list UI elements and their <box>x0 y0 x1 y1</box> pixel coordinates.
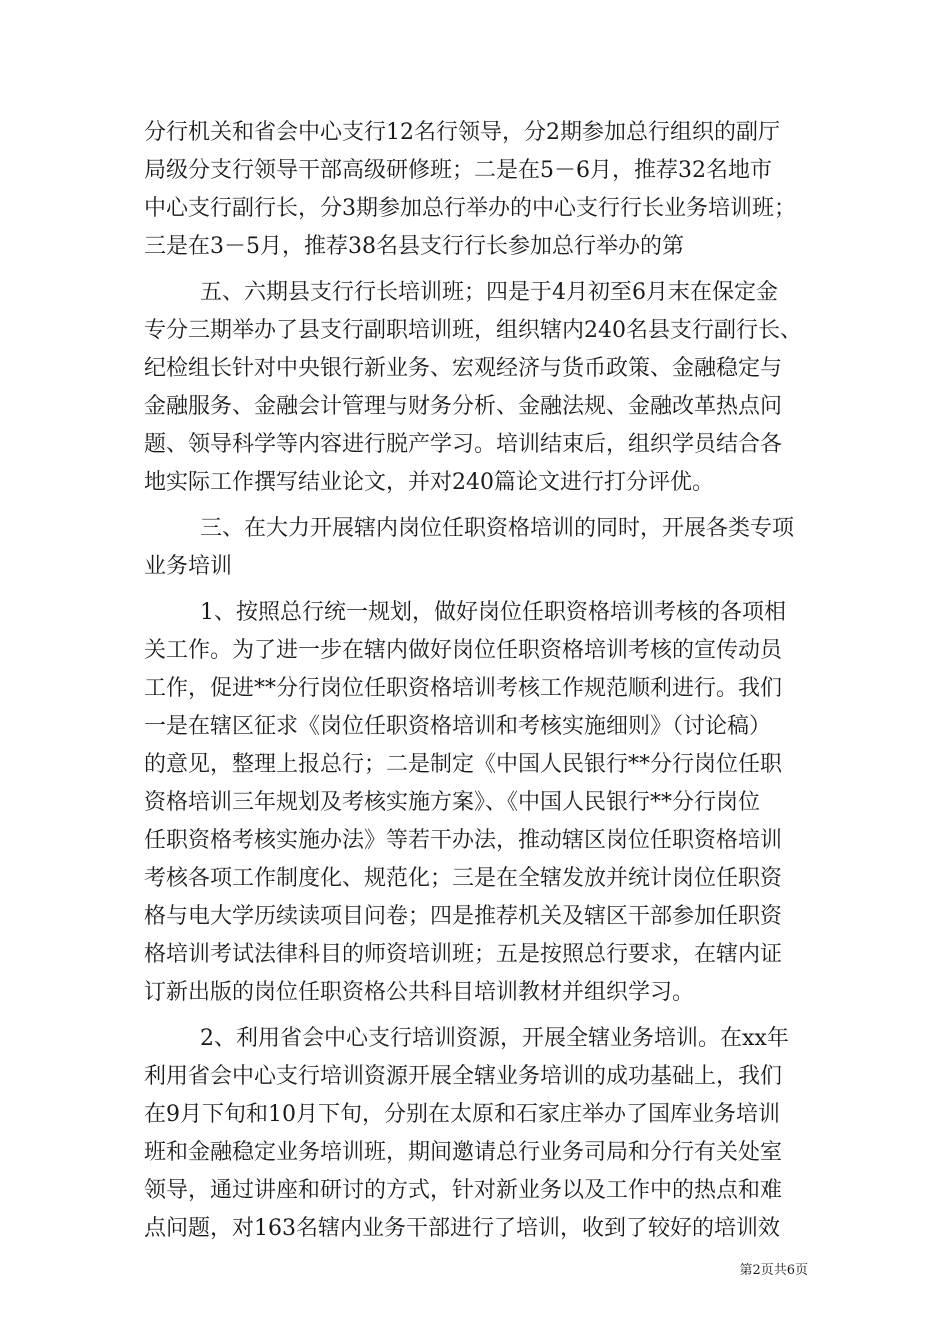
text-line: 班和金融稳定业务培训班，期间邀请总行业务司局和分行有关处室 <box>144 1140 783 1165</box>
text-line: 格与电大学历续读项目问卷；四是推荐机关及辖区干部参加任职资 <box>144 904 783 929</box>
text-line: 格培训考试法律科目的师资培训班；五是按照总行要求，在辖内证 <box>144 942 783 967</box>
text-line: 三是在3－5月，推荐38名县支行行长参加总行举办的第 <box>144 234 684 259</box>
text-line: 分行机关和省会中心支行12名行领导，分2期参加总行组织的副厅 <box>144 120 780 145</box>
text-line: 工作，促进**分行岗位任职资格培训考核工作规范顺利进行。我们 <box>144 676 783 701</box>
paragraph-item-2 <box>144 1020 808 1248</box>
page-number: 第2页共6页 <box>739 1263 808 1278</box>
text-line: 五、六期县支行行长培训班；四是于4月初至6月末在保定金 <box>200 280 778 305</box>
text-line: 关工作。为了进一步在辖内做好岗位任职资格培训考核的宣传动员 <box>144 638 783 663</box>
paragraph-item-1 <box>144 594 808 1012</box>
text-line: 在9月下旬和10月下旬，分别在太原和石家庄举办了国库业务培训 <box>144 1102 780 1127</box>
text-line: 1、按照总行统一规划，做好岗位任职资格培训考核的各项相 <box>200 600 786 625</box>
text-line: 考核各项工作制度化、规范化；三是在全辖发放并统计岗位任职资 <box>144 866 783 891</box>
text-line: 业务培训 <box>144 554 233 579</box>
text-line: 一是在辖区征求《岗位任职资格培训和考核实施细则》（讨论稿） <box>144 714 772 739</box>
paragraph-1 <box>144 114 808 266</box>
text-line: 领导，通过讲座和研讨的方式，针对新业务以及工作中的热点和难 <box>144 1178 783 1203</box>
text-line: 题、领导科学等内容进行脱产学习。培训结束后，组织学员结合各 <box>144 432 783 457</box>
text-line: 点问题，对163名辖内业务干部进行了培训，收到了较好的培训效 <box>144 1216 780 1241</box>
text-line: 资格培训三年规划及考核实施方案》、《中国人民银行**分行岗位 <box>144 790 761 815</box>
text-line: 的意见，整理上报总行；二是制定《中国人民银行**分行岗位任职 <box>144 752 783 777</box>
document-body <box>144 114 808 1248</box>
section-heading-3 <box>144 510 808 586</box>
text-line: 局级分支行领导干部高级研修班；二是在5－6月，推荐32名地市 <box>144 158 772 183</box>
text-line: 中心支行副行长，分3期参加总行举办的中心支行行长业务培训班； <box>144 196 796 221</box>
text-line: 纪检组长针对中央银行新业务、宏观经济与货币政策、金融稳定与 <box>144 356 783 381</box>
text-line: 地实际工作撰写结业论文，并对240篇论文进行打分评优。 <box>144 470 714 495</box>
paragraph-2 <box>144 274 808 502</box>
text-line: 专分三期举办了县支行副职培训班，组织辖内240名县支行副行长、 <box>144 318 802 343</box>
text-line: 三、在大力开展辖内岗位任职资格培训的同时，开展各类专项 <box>200 516 795 541</box>
text-line: 订新出版的岗位任职资格公共科目培训教材并组织学习。 <box>144 980 695 1005</box>
text-line: 2、利用省会中心支行培训资源，开展全辖业务培训。在xx年 <box>200 1026 789 1051</box>
text-line: 任职资格考核实施办法》等若干办法，推动辖区岗位任职资格培训 <box>144 828 783 853</box>
text-line: 金融服务、金融会计管理与财务分析、金融法规、金融改革热点问 <box>144 394 783 419</box>
text-line: 利用省会中心支行培训资源开展全辖业务培训的成功基础上，我们 <box>144 1064 783 1089</box>
